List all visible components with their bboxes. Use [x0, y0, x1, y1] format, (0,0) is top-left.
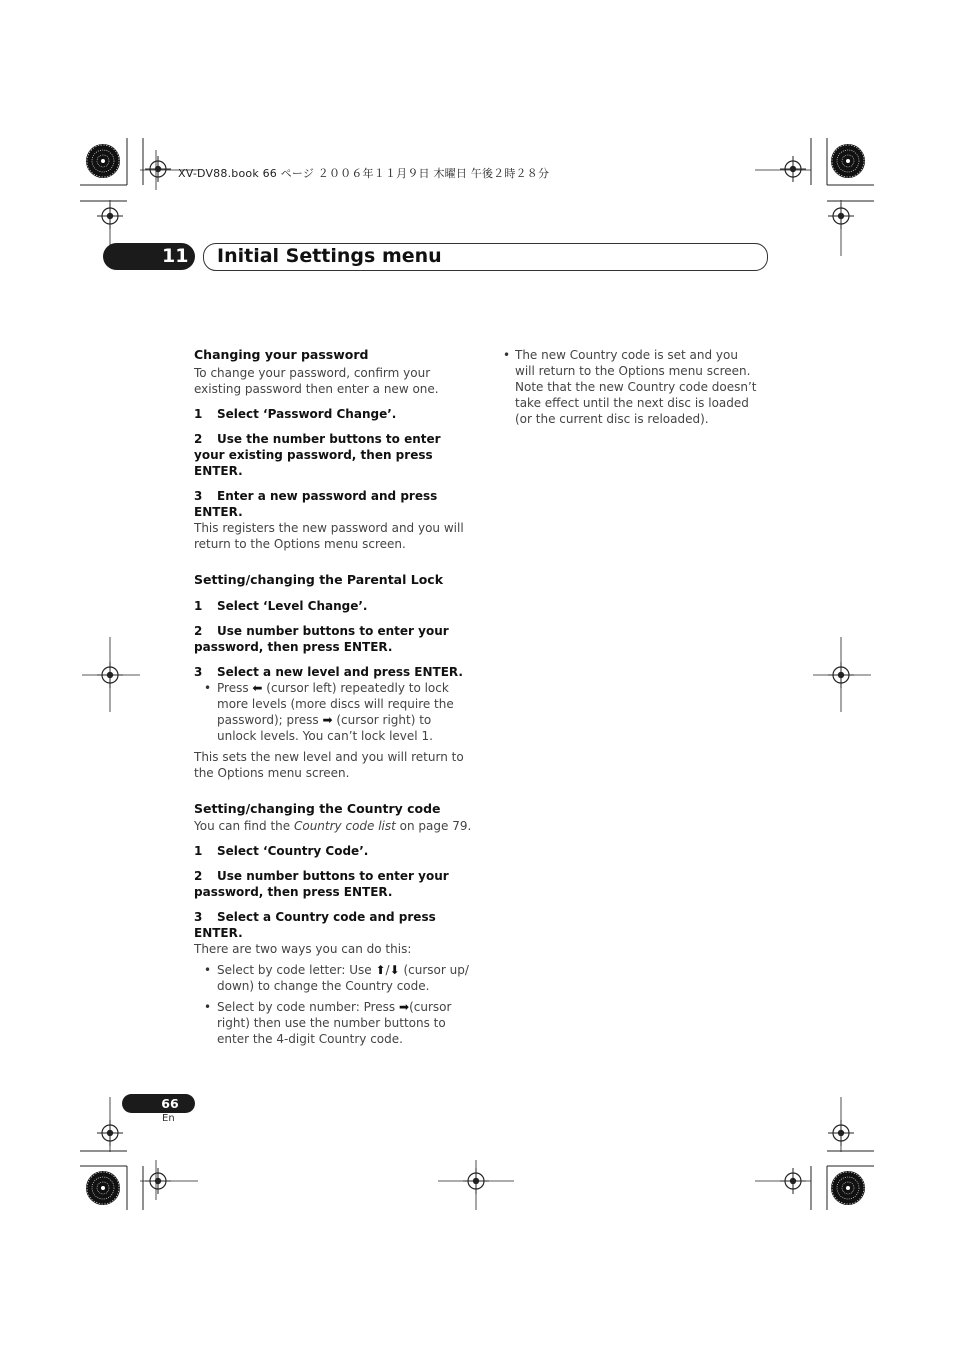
page-language: En [162, 1113, 175, 1124]
country-code-list-ref: Country code list [293, 819, 396, 833]
parental-step-2: 2 Use number buttons to enter your password, then press ENTER. [194, 624, 449, 654]
country-bullet-1: • Select by code letter: Use ⬆/⬇ (cursor up/ down) to change the Country code. [194, 962, 472, 994]
password-intro: To change your password, confirm your existing password then enter a new one. [194, 366, 439, 396]
arrow-right-icon: ➡ [399, 1000, 410, 1014]
chapter-title: Initial Settings menu [217, 245, 442, 267]
right-column [503, 347, 759, 427]
arrow-down-icon: ⬇ [389, 963, 400, 977]
country-step-3: 3 Select a Country code and press ENTER. [194, 910, 436, 940]
password-after: This registers the new password and you will return to the Options menu screen. [194, 521, 464, 551]
parental-after: This sets the new level and you will return to the Options menu screen. [194, 750, 464, 780]
password-step-2: 2 Use the number buttons to enter your existing password, then press ENTER. [194, 432, 441, 478]
country-heading: Setting/changing the Country code [194, 801, 441, 816]
country-ways: There are two ways you can do this: [194, 942, 412, 956]
country-step-1: 1 Select ‘Country Code’. [194, 844, 369, 858]
arrow-left-icon: ⬅ [252, 681, 263, 695]
password-step-3: 3 Enter a new password and press ENTER. [194, 489, 438, 519]
parental-bullet: • Press ⬅ (cursor left) repeatedly to lock more levels (more discs will require the password); press ➡ (cursor right) to unlock levels. You can’t lock level 1. [194, 680, 472, 744]
parental-heading: Setting/changing the Parental Lock [194, 572, 444, 587]
page-number: 66 [161, 1096, 179, 1111]
chapter-number: 11 [162, 245, 189, 267]
country-bullet-2: • Select by code number: Press ➡(cursor right) then use the number buttons to enter the 4-digit Country code. [194, 999, 472, 1047]
password-heading: Changing your password [194, 347, 369, 362]
print-header: XV-DV88.book 66 ページ ２００６年１１月９日 木曜日 午後２時２８分 [178, 167, 550, 180]
arrow-right-icon: ➡ [322, 713, 333, 727]
parental-step-3: 3 Select a new level and press ENTER. [194, 665, 463, 679]
country-set-note: • The new Country code is set and you will return to the Options menu screen. Note that the new Country code doesn’t take effect until the next disc is loaded (or the current disc is reloaded). [503, 347, 759, 427]
password-step-1: 1 Select ‘Password Change’. [194, 407, 397, 421]
country-intro: You can find the Country code list on page 79. [194, 819, 472, 833]
country-step-2: 2 Use number buttons to enter your password, then press ENTER. [194, 869, 449, 899]
left-column [194, 347, 472, 1047]
arrow-up-icon: ⬆ [375, 963, 386, 977]
parental-step-1: 1 Select ‘Level Change’. [194, 599, 368, 613]
